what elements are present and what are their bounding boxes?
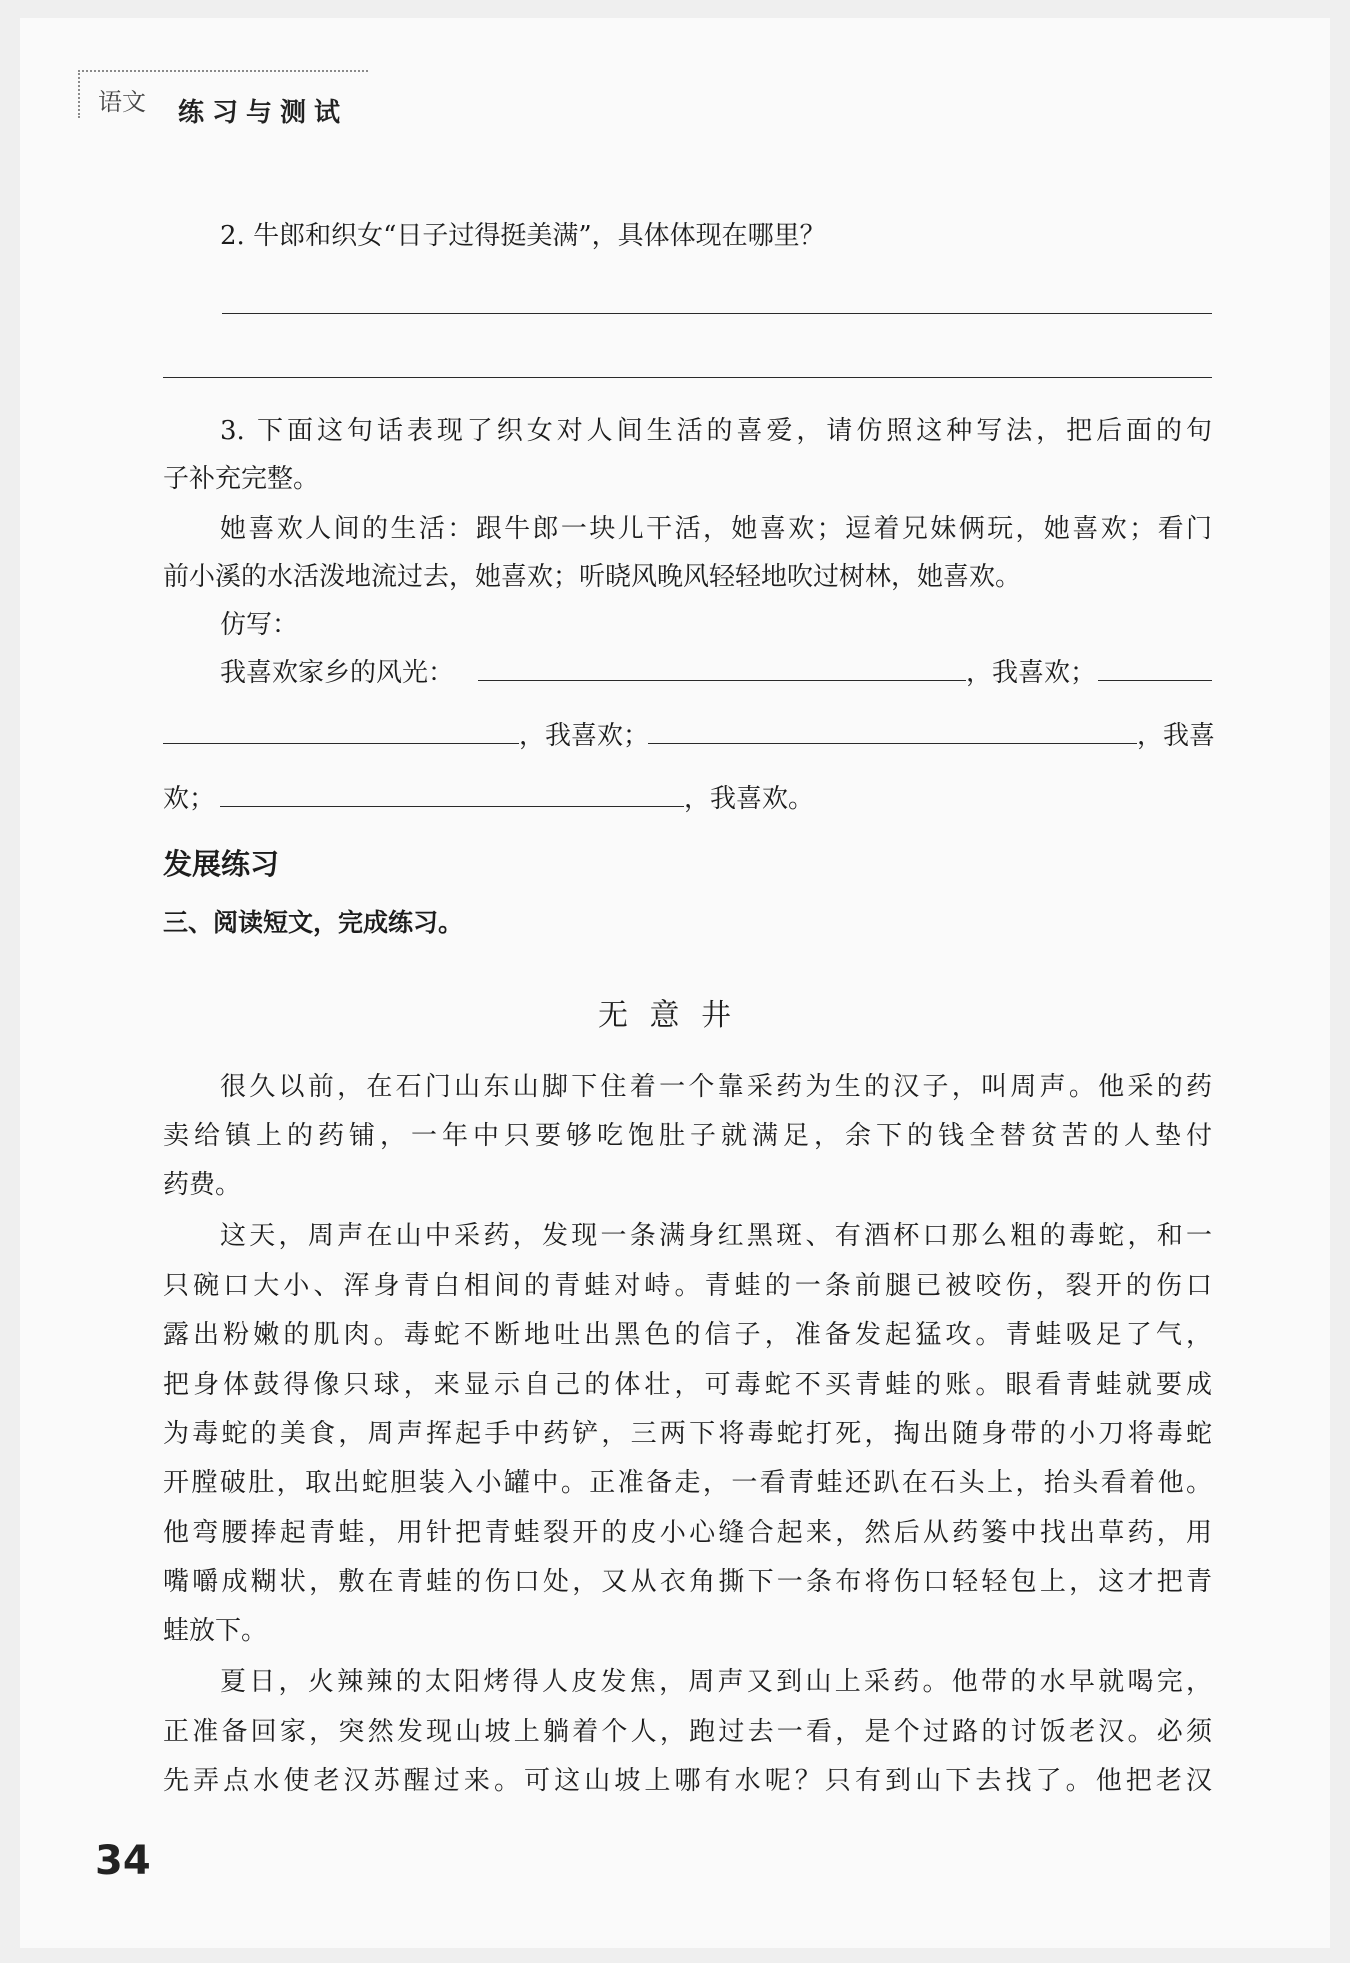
article-line: 这天，周声在山中采药，发现一条满身红黑斑、有酒杯口那么粗的毒蛇，和一 [220, 1221, 1212, 1251]
article-line: 很久以前，在石门山东山脚下住着一个靠采药为生的汉子，叫周声。他采的药 [220, 1072, 1212, 1102]
header-dotted-rule [78, 70, 368, 72]
imitate-prompt: 我喜欢家乡的风光： [220, 658, 455, 688]
article-line: 他弯腰捧起青蛙，用针把青蛙裂开的皮小心缝合起来，然后从药篓中找出草药，用 [163, 1518, 1212, 1548]
fill-blank[interactable] [648, 743, 1137, 744]
article-title: 无 意 井 [598, 998, 738, 1033]
series-title: 练习与测试 [178, 98, 349, 128]
section-title: 发展练习 [163, 847, 280, 881]
section-instruction: 三、阅读短文，完成练习。 [163, 908, 464, 937]
answer-line[interactable] [163, 377, 1212, 378]
like-text: ，我喜 [1137, 721, 1216, 751]
article-line: 蛙放下。 [163, 1616, 268, 1646]
article-line: 只碗口大小、浑身青白相间的青蛙对峙。青蛙的一条前腿已被咬伤，裂开的伤口 [163, 1271, 1212, 1301]
article-line: 夏日，火辣辣的太阳烤得人皮发焦，周声又到山上采药。他带的水早就喝完， [220, 1667, 1212, 1697]
article-line: 卖给镇上的药铺，一年中只要够吃饱肚子就满足，余下的钱全替贫苦的人垫付 [163, 1121, 1212, 1151]
subject-label: 语文 [98, 88, 146, 116]
fill-blank[interactable] [163, 743, 519, 744]
article-line: 露出粉嫩的肌肉。毒蛇不断地吐出黑色的信子，准备发起猛攻。青蛙吸足了气， [163, 1320, 1212, 1350]
like-text: ，我喜欢； [519, 721, 650, 751]
question-3-line-2: 子补充完整。 [163, 464, 320, 494]
like-text: ，我喜欢。 [684, 784, 815, 814]
article-line: 正准备回家，突然发现山坡上躺着个人，跑过去一看，是个过路的讨饭老汉。必须 [163, 1717, 1212, 1747]
article-line: 药费。 [163, 1170, 242, 1200]
imitate-label: 仿写： [220, 610, 299, 640]
like-text: ，我喜欢； [966, 658, 1097, 688]
article-line: 嘴嚼成糊状，敷在青蛙的伤口处，又从衣角撕下一条布将伤口轻轻包上，这才把青 [163, 1567, 1212, 1597]
page-number: 34 [95, 1838, 151, 1884]
fill-blank[interactable] [220, 806, 684, 807]
article-line: 把身体鼓得像只球，来显示自己的体壮，可毒蛇不买青蛙的账。眼看青蛙就要成 [163, 1370, 1212, 1400]
answer-line[interactable] [222, 313, 1212, 314]
fill-blank[interactable] [478, 680, 966, 681]
example-line-1: 她喜欢人间的生活：跟牛郎一块儿干活，她喜欢；逗着兄妹俩玩，她喜欢；看门 [220, 514, 1212, 544]
fill-blank[interactable] [1098, 680, 1212, 681]
article-line: 开膛破肚，取出蛇胆装入小罐中。正准备走，一看青蛙还趴在石头上，抬头看着他。 [163, 1468, 1212, 1498]
article-line: 为毒蛇的美食，周声挥起手中药铲，三两下将毒蛇打死，掏出随身带的小刀将毒蛇 [163, 1419, 1212, 1449]
like-text: 欢； [163, 784, 216, 814]
header-dotted-bracket [78, 70, 80, 118]
page [20, 18, 1330, 1948]
example-line-2: 前小溪的水活泼地流过去，她喜欢；听晓风晚风轻轻地吹过树林，她喜欢。 [163, 562, 1022, 592]
page-header [78, 70, 368, 132]
article-line: 先弄点水使老汉苏醒过来。可这山坡上哪有水呢？只有到山下去找了。他把老汉 [163, 1766, 1212, 1796]
question-3-line-1: 3. 下面这句话表现了织女对人间生活的喜爱，请仿照这种写法，把后面的句 [220, 416, 1212, 446]
question-2: 2. 牛郎和织女“日子过得挺美满”，具体体现在哪里？ [220, 221, 826, 251]
